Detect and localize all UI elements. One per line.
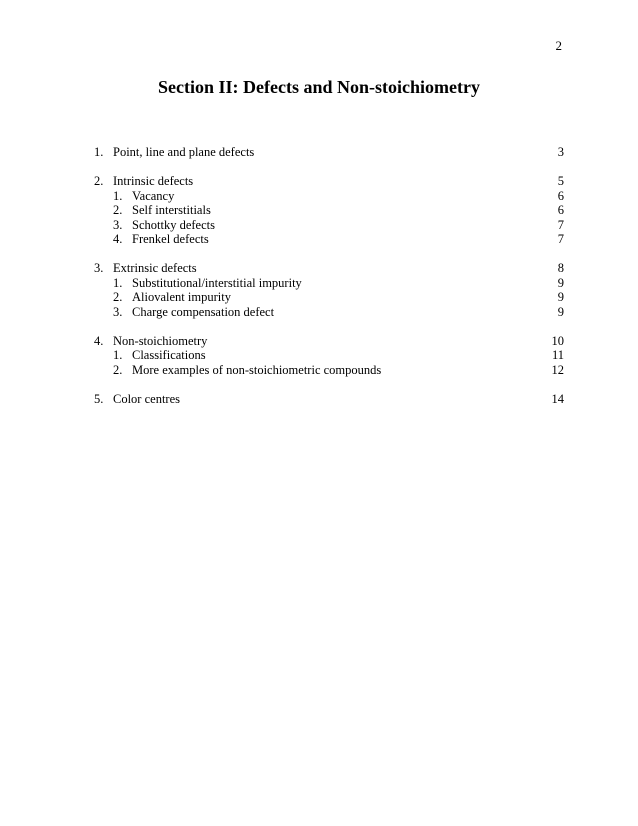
toc-entry-page: 8 bbox=[557, 261, 564, 275]
toc-entry-label: Non-stoichiometry bbox=[113, 333, 208, 348]
toc-subentry-page: 6 bbox=[557, 203, 564, 217]
toc-subentry bbox=[94, 189, 564, 204]
toc-subentry-number: 2. bbox=[113, 362, 123, 377]
toc-subentry-page: 9 bbox=[557, 290, 564, 304]
toc-subentry bbox=[94, 363, 564, 378]
toc-entry-number: 2. bbox=[94, 174, 104, 188]
toc-subentry bbox=[94, 232, 564, 247]
toc-entry-number: 3. bbox=[94, 261, 104, 275]
toc-subentry-number: 2. bbox=[113, 290, 123, 304]
toc-subentry-number: 1. bbox=[113, 188, 123, 203]
toc-subentry-number: 4. bbox=[113, 232, 123, 246]
toc-subentry-page: 11 bbox=[551, 348, 564, 362]
toc-section bbox=[94, 174, 564, 247]
toc-entry-page: 10 bbox=[551, 333, 564, 348]
toc-subentry bbox=[94, 348, 564, 363]
toc-subentry-number: 3. bbox=[113, 217, 123, 232]
toc-entry bbox=[94, 261, 564, 276]
toc-subentry-page: 9 bbox=[557, 304, 564, 319]
toc-subentry-label: Substitutional/interstitial impurity bbox=[132, 275, 302, 290]
toc-subentry-label: Self interstitials bbox=[132, 203, 211, 217]
toc-subentry-page: 7 bbox=[557, 232, 564, 246]
toc-entry-label: Point, line and plane defects bbox=[113, 145, 255, 159]
toc-subentry bbox=[94, 218, 564, 233]
page-title: Section II: Defects and Non-stoichiometry bbox=[158, 77, 480, 97]
toc-subentry-number: 1. bbox=[113, 348, 123, 362]
toc-entry-label: Intrinsic defects bbox=[113, 174, 194, 188]
toc-subentry-number: 3. bbox=[113, 304, 123, 319]
toc-section bbox=[94, 261, 564, 319]
toc-entry-label: Color centres bbox=[113, 391, 180, 406]
table-of-contents bbox=[94, 145, 564, 421]
toc-subentry-page: 6 bbox=[557, 188, 564, 203]
toc-entry-number: 4. bbox=[94, 333, 104, 348]
toc-entry bbox=[94, 145, 564, 160]
toc-entry-page: 3 bbox=[557, 145, 564, 159]
toc-subentry bbox=[94, 305, 564, 320]
toc-subentry-label: Frenkel defects bbox=[132, 232, 209, 246]
toc-entry bbox=[94, 334, 564, 349]
toc-subentry-label: Vacancy bbox=[132, 188, 175, 203]
toc-entry-number: 1. bbox=[94, 145, 104, 159]
toc-subentry-label: Classifications bbox=[132, 348, 206, 362]
toc-subentry-page: 12 bbox=[551, 362, 564, 377]
toc-section bbox=[94, 145, 564, 160]
toc-section bbox=[94, 392, 564, 407]
toc-entry bbox=[94, 174, 564, 189]
toc-entry bbox=[94, 392, 564, 407]
page-number: 2 bbox=[555, 38, 562, 53]
toc-subentry-label: Aliovalent impurity bbox=[132, 290, 231, 304]
toc-subentry-number: 1. bbox=[113, 275, 123, 290]
toc-section bbox=[94, 334, 564, 378]
toc-entry-number: 5. bbox=[94, 391, 104, 406]
toc-subentry bbox=[94, 290, 564, 305]
toc-subentry-label: Schottky defects bbox=[132, 217, 215, 232]
toc-subentry bbox=[94, 276, 564, 291]
toc-entry-page: 5 bbox=[557, 174, 564, 188]
toc-subentry-page: 7 bbox=[557, 217, 564, 232]
toc-subentry-label: More examples of non-stoichiometric compounds bbox=[132, 362, 382, 377]
toc-entry-page: 14 bbox=[551, 391, 564, 406]
toc-subentry-page: 9 bbox=[557, 275, 564, 290]
toc-subentry bbox=[94, 203, 564, 218]
toc-subentry-number: 2. bbox=[113, 203, 123, 217]
toc-subentry-label: Charge compensation defect bbox=[132, 304, 275, 319]
toc-entry-label: Extrinsic defects bbox=[113, 261, 197, 275]
